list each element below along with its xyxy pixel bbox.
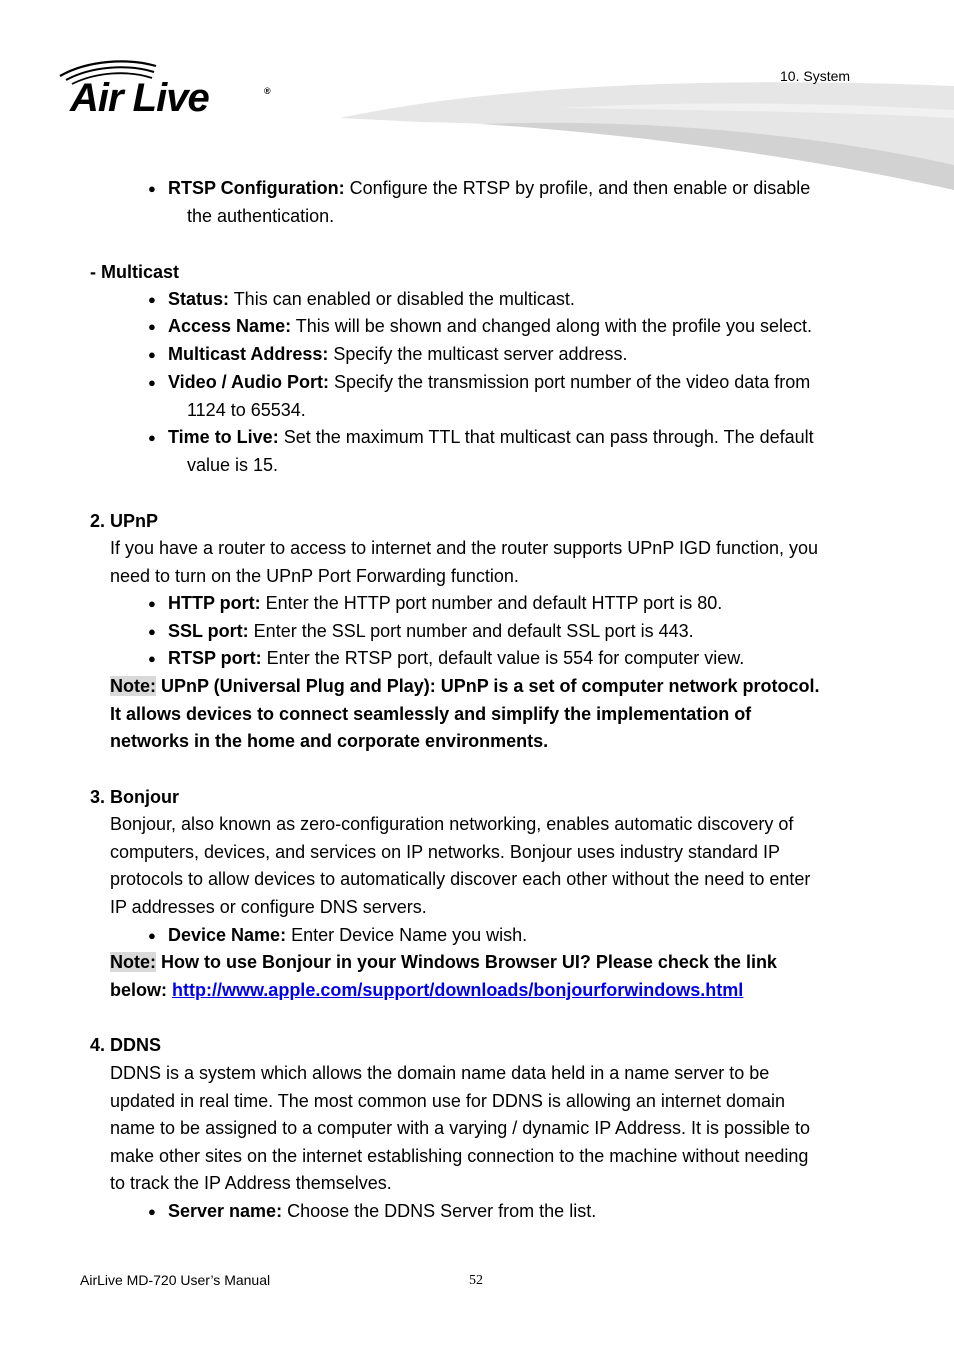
upnp-note	[110, 673, 870, 756]
bullet-label: RTSP port:	[168, 648, 262, 668]
bullet-text: Configure the RTSP by profile, and then enable or disable	[344, 178, 811, 198]
logo-text: Air Live	[70, 76, 209, 120]
bullet-text: Specify the transmission port number of the video data from	[329, 372, 811, 392]
bullet-dot-icon: ●	[148, 1204, 156, 1219]
bullet-label: RTSP Configuration:	[168, 178, 345, 198]
note-text: below:	[110, 979, 172, 1000]
note-label: Note:	[110, 952, 156, 972]
bullet-text: Enter the RTSP port, default value is 554 for computer view.	[261, 648, 745, 668]
paragraph-line: DDNS is a system which allows the domain name data held in a name server to be	[110, 1063, 770, 1083]
bullet-text: Enter the SSL port number and default SSL port is 443.	[248, 621, 694, 641]
bonjour-download-link[interactable]: http://www.apple.com/support/downloads/bonjourforwindows.html	[172, 979, 744, 1000]
bullet-label: Video / Audio Port:	[168, 372, 329, 392]
paragraph-line: to track the IP Address themselves.	[110, 1173, 392, 1194]
paragraph-line: computers, devices, and services on IP networks. Bonjour uses industry standard IP	[110, 841, 780, 862]
paragraph-line: protocols to allow devices to automatically discover each other without the need to enter	[110, 869, 811, 890]
bullet-label: Server name:	[168, 1201, 283, 1221]
bullet-continuation: 1124 to 65534.	[187, 399, 306, 420]
bonjour-note	[110, 949, 870, 1004]
bullet-dot-icon: ●	[148, 430, 156, 445]
footer-page-number: 52	[469, 1273, 483, 1288]
bonjour-description	[110, 811, 870, 921]
bullet-label: Device Name:	[168, 925, 287, 945]
bullet-dot-icon: ●	[148, 292, 156, 307]
bullet-text: Set the maximum TTL that multicast can pass through. The default	[278, 427, 814, 447]
bullet-dot-icon: ●	[148, 347, 156, 362]
ddns-description	[110, 1060, 870, 1198]
bullet-continuation: the authentication.	[187, 205, 335, 226]
bullet-text: Enter Device Name you wish.	[286, 925, 528, 945]
bullet-continuation: value is 15.	[187, 454, 279, 475]
upnp-intro	[110, 535, 870, 590]
bullet-text: Enter the HTTP port number and default HTTP port is 80.	[260, 593, 723, 613]
bullet-label: Time to Live:	[168, 427, 279, 447]
section-heading-bonjour: 3. Bonjour	[90, 787, 179, 807]
paragraph-line: updated in real time. The most common use for DDNS is allowing an internet domain	[110, 1090, 785, 1111]
bullet-dot-icon: ●	[148, 624, 156, 639]
bullet-label: SSL port:	[168, 621, 249, 641]
bullet-text: Choose the DDNS Server from the list.	[282, 1201, 597, 1221]
paragraph-line: make other sites on the internet establishing connection to the machine without needing	[110, 1145, 809, 1166]
bullet-label: Multicast Address:	[168, 344, 329, 364]
note-text: networks in the home and corporate environments.	[110, 731, 549, 752]
note-text: UPnP (Universal Plug and Play): UPnP is a set of computer network protocol.	[156, 676, 820, 696]
bullet-dot-icon: ●	[148, 375, 156, 390]
bullet-text: Specify the multicast server address.	[328, 344, 628, 364]
note-text: It allows devices to connect seamlessly and simplify the implementation of	[110, 703, 752, 724]
bullet-label: Status:	[168, 289, 230, 309]
paragraph-line: need to turn on the UPnP Port Forwarding function.	[110, 565, 519, 586]
bullet-label: Access Name:	[168, 316, 292, 336]
bullet-dot-icon: ●	[148, 181, 156, 196]
paragraph-line: name to be assigned to a computer with a varying / dynamic IP Address. It is possible to	[110, 1118, 811, 1139]
airlive-logo	[56, 56, 286, 126]
paragraph-line: If you have a router to access to internet and the router supports UPnP IGD function, you	[110, 538, 819, 558]
chapter-title: 10. System	[780, 68, 851, 84]
bullet-dot-icon: ●	[148, 928, 156, 943]
note-label: Note:	[110, 676, 156, 696]
section-heading-ddns: 4. DDNS	[90, 1035, 162, 1055]
paragraph-line: IP addresses or configure DNS servers.	[110, 896, 427, 917]
bullet-text: This will be shown and changed along with the profile you select.	[291, 316, 813, 336]
bullet-dot-icon: ●	[148, 596, 156, 611]
bullet-dot-icon: ●	[148, 651, 156, 666]
note-text: How to use Bonjour in your Windows Browser UI? Please check the link	[156, 952, 777, 972]
logo-registered-mark: ®	[264, 86, 271, 96]
bullet-dot-icon: ●	[148, 319, 156, 334]
section-heading-upnp: 2. UPnP	[90, 511, 159, 531]
bullet-label: HTTP port:	[168, 593, 261, 613]
footer-manual-title: AirLive MD-720 User’s Manual	[80, 1272, 271, 1288]
section-heading-multicast: - Multicast	[90, 262, 180, 282]
bullet-text: This can enabled or disabled the multicast.	[229, 289, 575, 309]
paragraph-line: Bonjour, also known as zero-configuration networking, enables automatic discovery of	[110, 814, 794, 834]
